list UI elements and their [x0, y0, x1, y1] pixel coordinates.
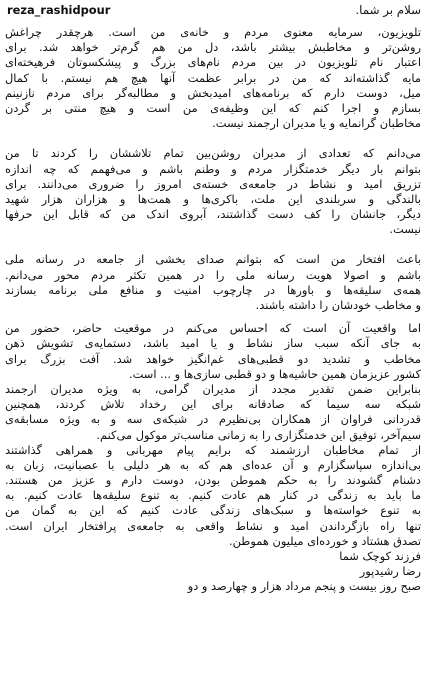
text-line: می‌دانم که تعدادی از مدیران روشن‌بین تمام تلاششان را کردند تا من: [5, 146, 421, 161]
text-line: بی‌اندازه سپاسگزارم و آن عده‌ای هم که به هر دلیلی با عصبانیت، زبان به: [5, 457, 421, 472]
paragraph-5: [5, 382, 421, 443]
text-line: مخاطبان گرانمایه و یا مدیران ارجمند نیست.: [212, 116, 421, 131]
text-line: ما باید به زندگی در کنار هم عادت کنیم. به تنوع سلیقه‌ها عادت کنیم. به: [5, 488, 421, 503]
text-line: و مخاطب خودشان را داشته باشند.: [255, 298, 421, 312]
text-line: کشور عزیزمان همین حاشیه‌ها و دو قطبی سازی‌ها و ... است.: [128, 366, 421, 381]
caption-header: [5, 2, 421, 19]
text-line: اعتبار نام تلویزیون در بین مردم نام‌های بزرگ و پیشکسوتان فرهیخته‌ای: [5, 55, 421, 70]
username[interactable]: reza_rashidpour: [7, 3, 111, 17]
text-line: بنابراین ضمن تقدیر مجدد از مدیران گرامی، به ویژه مدیران ارجمند: [5, 381, 421, 396]
text-line: شبکه سه سیما که صادقانه برای این رخداد تلاش کردند، همچنین: [5, 397, 421, 412]
greeting: سلام بر شما.: [355, 3, 421, 17]
text-line: اما واقعیت آن است که احساس می‌کنم در موقعیت حاضر، حضور من: [5, 321, 421, 336]
text-line: نیست.: [389, 222, 421, 237]
text-line: تصدق هشتاد و خورده‌ای میلیون هموطن.: [229, 533, 421, 548]
text-line: دیگر، جانشان را کف دست گذاشتند، آبروی اندک من که قابل این حرفها: [5, 207, 421, 222]
signature-line: فرزند کوچک شما: [339, 549, 421, 563]
text-line: به تنوع خواسته‌ها و سبک‌های زندگی عادت کنیم که این به گمان من: [5, 503, 421, 518]
paragraph-4: [5, 321, 421, 382]
text-line: همه‌ی سلیقه‌ها و باورها در چارچوب امنیت و منافع ملی برنامه بسازند: [5, 282, 421, 297]
text-line: دشنام گشودند را به حکم هموطن بودن، دوست دارم و عزیز من هستند.: [5, 473, 421, 488]
paragraph-7: [5, 488, 421, 549]
text-line: باشم و اصولا هویت رسانه ملی را در همین تکثر مردم محور می‌دانم.: [5, 267, 421, 282]
paragraph-2: [5, 146, 421, 237]
text-line: باعث افتخار من است که بتوانم صدای بخشی از جامعه در رسانه ملی: [5, 252, 421, 267]
paragraph-1: [5, 25, 421, 131]
paragraph-gap: [5, 313, 421, 321]
text-line: تزریق امید و نشاط در جامعه‌ی خسته‌ی امروز را ضروری می‌دانند. برای: [5, 176, 421, 191]
signature-name: رضا رشیدپور: [359, 564, 421, 579]
text-line: مایه گذاشته‌اند که من در برابر عظمت آنها هیچ هم نیستم. با کمال: [5, 70, 421, 85]
text-line: بسازم و اجرا کنم که این وظیفه‌ی من است و هیچ منتی بر گردن: [5, 100, 421, 115]
signature: [5, 549, 421, 595]
text-line: بتوانم بار دیگر خدمتگزار مردم و وطنم باشم و می‌فهمم که چه اندازه: [5, 161, 421, 176]
paragraph-3: [5, 252, 421, 313]
text-line: مخاطب و تشدید دو قطبی‌های غم‌انگیز خواهد شد. آفت بزرگ برای: [5, 351, 421, 366]
text-line: قدردانی فراوان از همکاران بی‌نظیرم در شبکه‌ی سه و به ویژه مسابقه‌ی: [5, 412, 421, 427]
text-line: تنها راه بازگرداندن امید و نشاط واقعی به جامعه‌ی پرافتخار ایران است.: [5, 518, 421, 533]
signature-date: صبح روز بیست و پنجم مرداد هزار و چهارصد و دو: [187, 579, 421, 594]
paragraph-gap: [5, 237, 421, 252]
text-line: میل، دوست دارم که برنامه‌های امیدبخش و مطالبه‌گر برای مردم نازنینم: [5, 85, 421, 100]
text-line: به جای آنکه سبب ساز نشاط و یا امید باشد، دستمایه‌ی تشویش ذهن: [5, 336, 421, 351]
text-line: بالندگی و سربلندی این ملت، باکری‌ها و همت‌ها و هزاران هزار شهید: [5, 191, 421, 206]
text-line: تلویزیون، سرمایه معنوی مردم و خانه‌ی من است. هرچقدر چراغش: [5, 25, 421, 39]
text-line: سیم‌آخر، توفیق این خدمتگزاری را به زمانی مناسب‌تر موکول می‌کنم.: [96, 427, 421, 442]
caption-body: [5, 25, 421, 595]
paragraph-gap: [5, 131, 421, 146]
paragraph-6: [5, 443, 421, 489]
text-line: از تمام مخاطبان ارزشمند که برایم پیام مهربانی و همراهی گذاشتند: [5, 442, 421, 457]
text-line: روشن‌تر و مخاطبش بیشتر باشد، دل من هم گرم‌تر خواهد شد. برای: [5, 40, 421, 55]
